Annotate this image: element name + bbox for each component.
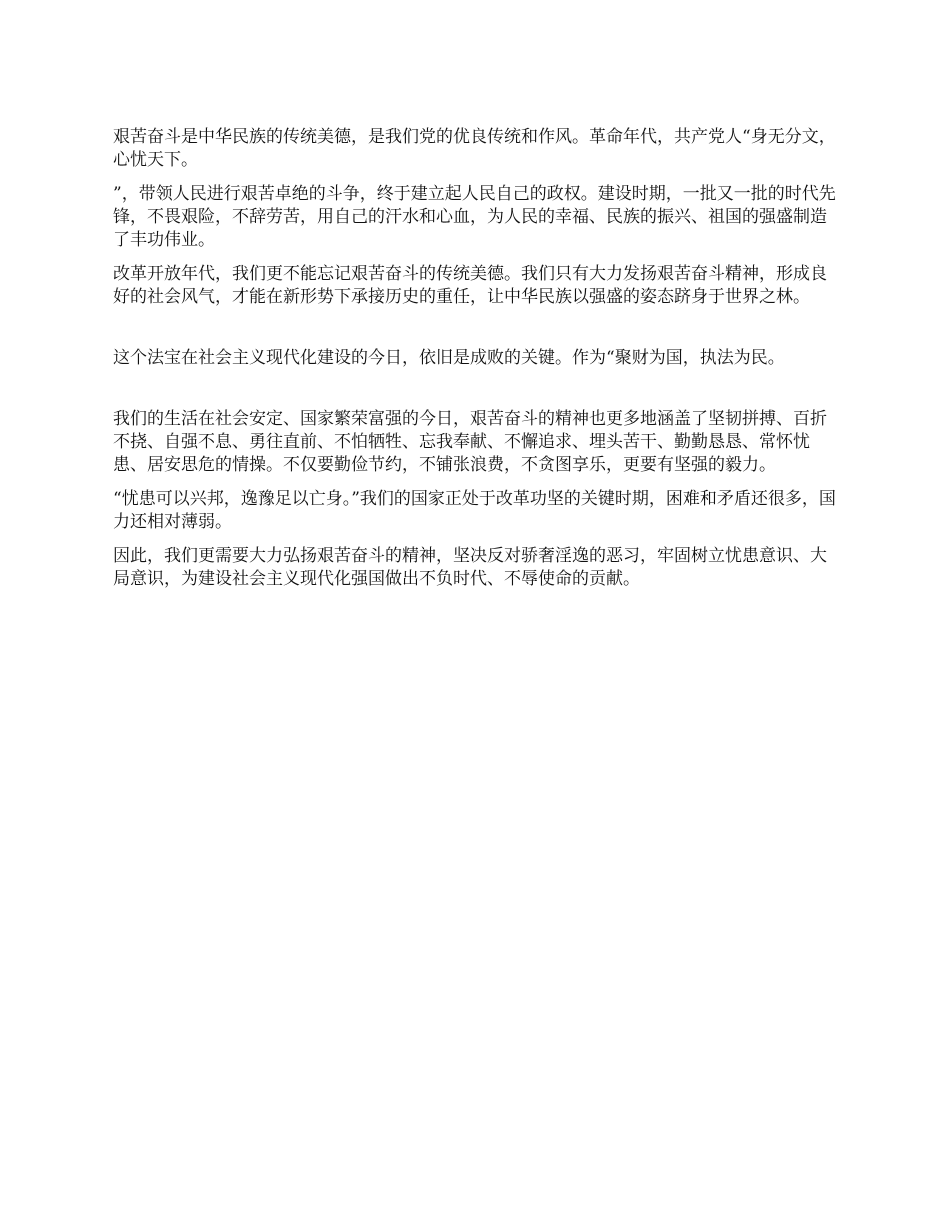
paragraph-7: 因此，我们更需要大力弘扬艰苦奋斗的精神，坚决反对骄奢淫逸的恶习，牢固树立忧患意识、大局意识，为建设社会主义现代化强国做出不负时代、不辱使命的贡献。 [113, 546, 827, 589]
paragraph-6: “忧患可以兴邦，逸豫足以亡身。”我们的国家正处于改革功坚的关键时期，困难和矛盾还很多，国力还相对薄弱。 [113, 489, 836, 532]
document-body [113, 126, 841, 602]
paragraph-2: ”，带领人民进行艰苦卓绝的斗争，终于建立起人民自己的政权。建设时期，一批又一批的时代先锋，不畏艰险，不辞劳苦，用自己的汗水和心血，为人民的幸福、民族的振兴、祖国的强盛制造了丰功伟业。 [113, 184, 836, 250]
paragraph-3: 改革开放年代，我们更不能忘记艰苦奋斗的传统美德。我们只有大力发扬艰苦奋斗精神，形成良好的社会风气，才能在新形势下承接历史的重任，让中华民族以强盛的姿态跻身于世界之林。 [113, 264, 827, 307]
paragraph-5: 我们的生活在社会安定、国家繁荣富强的今日，艰苦奋斗的精神也更多地涵盖了坚韧拼搏、百折不挠、自强不息、勇往直前、不怕牺牲、忘我奉献、不懈追求、埋头苦干、勤勤恳恳、常怀忧患、居安思危的情操。不仅要勤俭节约，不铺张浪费，不贪图享乐，更要有坚强的毅力。 [113, 409, 827, 475]
paragraph-4: 这个法宝在社会主义现代化建设的今日，依旧是成败的关键。作为“聚财为国，执法为民。 [113, 348, 785, 368]
paragraph-1: 艰苦奋斗是中华民族的传统美德，是我们党的优良传统和作风。革命年代，共产党人“身无分文，心忧天下。 [113, 127, 836, 170]
